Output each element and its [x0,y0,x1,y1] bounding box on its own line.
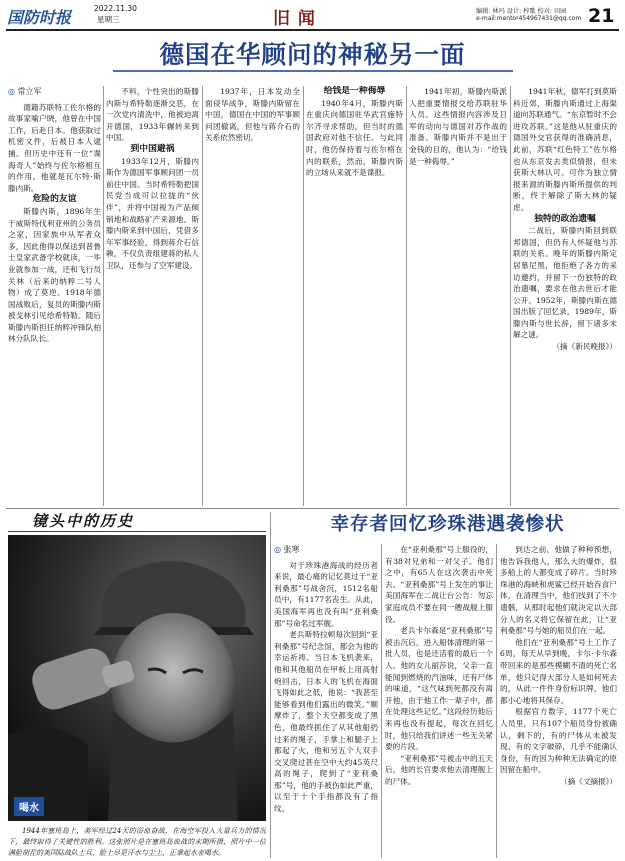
article1-paragraph-3: 1933年12月，斯滕内斯作为德国军事顾问团一员前往中国。当时希特勒把国民党当成可以拉拢的“伙伴”，并将中国视为产品倾销地和战略矿产来源地。斯滕内斯来到中国后，凭借多年军事经验，得到蒋介石信赖，不仅负责组建蒋的私人卫队，还参与了空军建设。 [106,156,199,270]
article1-paragraph-7: 1941年秋，德军打到莫斯科近郊，斯滕内斯通过上海渠道向苏联通气。“东京暂时不会进攻苏联。”这是他从驻重庆的德国外交官获得的准确消息，此前，苏联“红色特工”佐尔格也从东京发去类似情报，但未获斯大林认可。可作为独立情报来源的斯滕内斯所提供的判断，终于解除了斯大林的疑虑。 [513,87,617,212]
article1-column-3 [205,86,300,506]
article2-column-2 [385,544,493,860]
column-divider [103,86,104,506]
article1-column-6 [513,86,617,506]
article1-heading-4: 独特的政治遗嘱 [534,213,596,224]
article1-paragraph-8: 二战后，斯滕内斯回到联邦德国，但仍有人怀疑他与苏联的关系。晚年的斯滕内斯定居慕尼黑，他拒绝了各方的采访邀约，并留下一份独特的政治遗嘱，要求在他去世后才能公开。1952年，斯滕内斯在德国出版了回忆录，1989年，斯滕内斯与世长辞，留下诸多未解之谜。 [513,226,617,340]
article2-paragraph-8: 根据官方数字，1177个死亡人员里，只有107个船员身份被确认，剩下的，有的尸体从未被发现，有的文字破碎，几乎不能确认身份，有的因为种种无法确定的原因留在船中。 [500,707,617,775]
article1-author-name: 常立军 [17,87,42,96]
logo-text: 国防时报 [7,8,72,27]
section-name: 旧 闻 [273,9,316,29]
article1-heading-1: 危险的友谊 [32,194,77,205]
photo-caption: 1944年塞班岛上，美军经过24天的浴血奋战，在海空军投入大量兵力的情况下，最终取得了关键性的胜利。这张照片是在塞班岛血战的末期所摄，照片中一位满脸胡茬的美国陆战队士兵，脸上尽是汗水与尘土，正拿起水壶喝水。 [8,827,266,857]
article1-paragraph-6: 1941年初，斯滕内斯派人把重要情报交给苏联驻华人员。这些情报内容涉及日军的动向与德国对苏作战的准备。斯滕内斯并不是出于金钱的目的，他认为：“给钱是一种侮辱。” [409,87,507,166]
column-divider [406,86,407,506]
masthead-logo [7,5,89,27]
author-icon: ◎ [8,87,18,96]
column-divider [270,512,271,858]
article1-column-5 [409,86,507,506]
article2-author [274,544,378,556]
article2-paragraph-6: 到达之前，他做了种种预想，他告诉我他人，那么大的爆炸，很多船上的人都变成了碎片。当时珍珠港的海峡和虎鲨已经开始吞食尸体，在清理当中，他们找到了不少遗骸，从那时起他们就决定以大部分人的名义将它保留在此，让“亚利桑那”号与她的船员们在一起。 [500,545,617,636]
page-number: 21 [588,5,615,27]
article2-paragraph-2: 老兵斯特拉顿每次回到“亚利桑那”号纪念馆，都会为他的幸运祈祷。当日本飞机袭来，他和其他船员在甲板上用高射炮回击，日本人的飞机在海面飞得如此之低，他说：“我甚至能够看到他们露出的微笑。”顺摩炸了，整个天空都变成了黑色，他最终抓住了从其他船扔过来的绳子，手掌上和腿子上都起了火，他和另五个人双手交叉爬过甚在空中大约45英尺高的绳子，爬到了“亚利桑那”号，他的手被伤如此严重，以至于十个手指都没有了指纹。 [274,630,378,814]
article1-intro: 德籍苏联特工佐尔格的故事家喻户晓，他曾在中国工作，后赴日本。他获取过机密文件，后被日本人逮捕。但历史中还有一位“谍海奇人”始终与佐尔格相互的作用，他就是瓦尔特·斯滕内斯。 [8,102,101,193]
article1-author [8,86,101,98]
article2-paragraph-3: 在“亚利桑那”号上服役的，有38对兄弟和一对父子。他们之中，有65人在这次袭击中死去。“亚利桑那”号上发生的事让美国海军在二战让台公告：勿忘家庭成员不要在同一艘战舰上服役。 [385,545,493,624]
article1-title-underline [113,70,513,72]
photo-tag: 喝水 [14,797,44,816]
article2-paragraph-7: 他们在“亚利桑那”号上工作了6周，每天从早到晚，卡尔·卡尔森带回来的是那些模糊不清的死亡名单，他只记得大部分人是如何死去的，从此一件件身份标识牌，他们都小心地将其保存。 [500,637,617,705]
soldier-photo-illustration [8,535,266,821]
article2-paragraph-4: 老兵卡尔森是“亚利桑那”号被击沉后，进入船体清理的第一批人员，也是还活着的最后一个人。他的女儿丽莎说，父亲一直能闻到燃烧的汽油味，还有尸体的味道，“这气味到死都没有离开他，由于他工作一辈子中，都在处理这些记忆。”这段经历他后来再也没有提起，每次在回忆时，他只给我们讲述一些无关紧要的片段。 [385,626,493,752]
article1-paragraph-2: 不料，个性突出的斯滕内斯与希特勒逐渐交恶，在一次党内清洗中，他被迫离开德国，1933年辗转来到中国。 [106,87,199,143]
section-divider [6,508,619,509]
photo-section-label: 镜头中的历史 [32,512,135,530]
article1-source: （摘《新民晚报》） [552,342,617,352]
column-divider [202,86,203,506]
article1-column-1 [8,86,101,506]
column-divider [303,86,304,506]
author-icon: ◎ [274,545,284,554]
article1-paragraph-5: 1940年4月，斯滕内斯在重庆向德国驻华武官施特尔齐寻求帮助，但当时的德国政府对他不信任。与此同时，他仍保持着与佐尔格在内的联系，然而，斯滕内斯的立场从来就不是谍报。 [306,98,403,178]
article2-paragraph-1: 对于珍珠港海战的经历者来说，最心痛的记忆莫过于“亚利桑那”号战舍沉，1512名船员中，有1177名丧生。从此，美国海军再也没有叫“亚利桑那”号命名过军舰。 [274,560,378,628]
article2-author-name: 张寒 [283,545,300,554]
article2-source: （摘《文摘报》） [560,776,617,786]
header-rule [6,29,619,31]
historical-photo [8,535,266,821]
article2-title: 幸存者回忆珍珠港遇袭惨状 [330,514,565,535]
article2-column-3 [500,544,617,860]
article2-paragraph-5: “亚利桑那”号被击中的五天后，他的长官要求他去清理舰上的尸体。 [385,753,493,786]
article1-heading-2: 到中国避祸 [130,143,175,154]
editors-line: 编辑: 林玛 设计: 梓歌 校对: 田园 [476,8,567,15]
article1-heading-3: 给钱是一种侮辱 [323,86,386,96]
column-divider [510,86,511,506]
column-divider [496,544,497,858]
issue-weekday: 星期三 [97,15,120,24]
article1-title: 德国在华顾问的神秘另一面 [159,40,466,69]
email-line: e-mail:mentor454967431@qq.com [476,15,582,22]
column-divider [381,544,382,858]
article1-column-2 [106,86,199,506]
article1-column-4 [306,86,403,506]
photo-section-label-rule [8,531,266,532]
article2-column-1 [274,544,378,860]
article1-paragraph-1: 斯滕内斯，1896年生于威斯特伐利亚州的公务员之家，因家族中从军者众多，因此他得以保送到普鲁士皇家武备学校就读，一毕业就参加一战，还和飞行员关林（后来的纳粹二号人物）成了莫逆。1918年德国战败后，复员的斯滕内斯被戈林引见给希特勒。随后斯滕内斯担任纳粹冲锋队柏林分队队长。 [8,206,101,344]
issue-date: 2022.11.30 [94,4,137,13]
article1-paragraph-4: 1937年，日本发动全面侵华战争，斯滕内斯留在中国，德国在中国的军事顾问团撤离，但他与蒋介石的关系依然密切。 [205,87,300,143]
